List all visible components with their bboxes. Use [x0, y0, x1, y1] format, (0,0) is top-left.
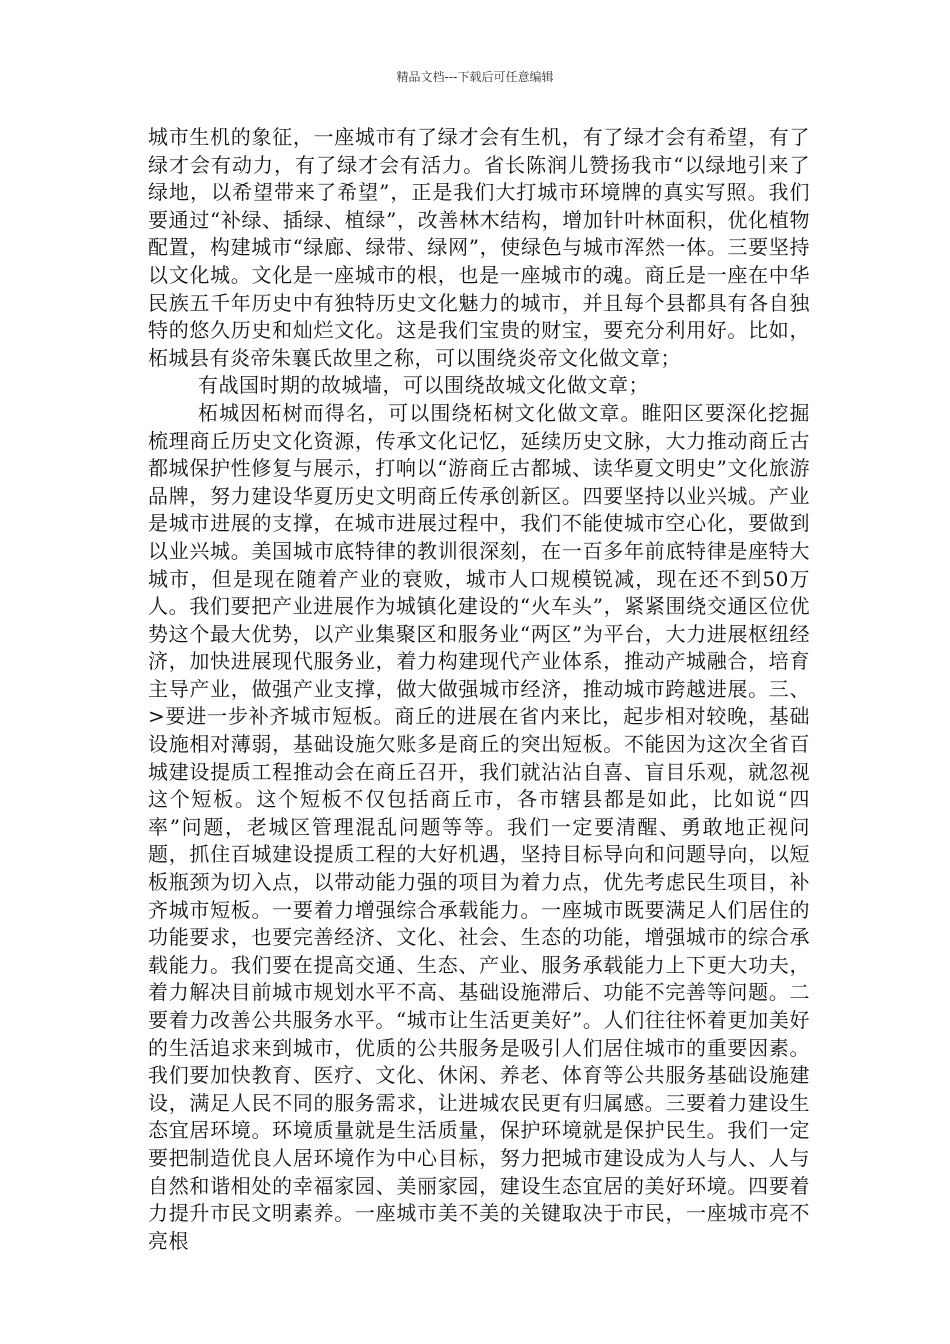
paragraph-industry-shortboard: 柘城因柘树而得名，可以围绕柘树文化做文章。睢阳区要深化挖掘梳理商丘历史文化资源，传承文化记忆，延续历史文脉，大力推动商丘古都城保护性修复与展示，打响以“游商丘古都城、读华夏文明史”文化旅游品牌，努力建设华夏历史文明商丘传承创新区。四要坚持以业兴城。产业是城市进展的支撑，在城市进展过程中，我们不能使城市空心化，要做到以业兴城。美国城市底特律的教训很深刻，在一百多年前底特律是座特大城市，但是现在随着产业的衰败，城市人口规模锐减，现在还不到50万人。我们要把产业进展作为城镇化建设的“火车头”，紧紧围绕交通区位优势这个最大优势，以产业集聚区和服务业“两区”为平台，大力进展枢纽经济，加快进展现代服务业，着力构建现代产业体系，推动产城融合，培育主导产业，做强产业支撑，做大做强城市经济，推动城市跨越进展。三、>要进一步补齐城市短板。商丘的进展在省内来比，起步相对较晚，基础设施相对薄弱，基础设施欠账多是商丘的突出短板。不能因为这次全省百城建设提质工程推动会在商丘召开，我们就沾沾自喜、盲目乐观，就忽视这个短板。这个短板不仅包括商丘市，各市辖县都是如此，比如说“四率”问题，老城区管理混乱问题等等。我们一定要清醒、勇敢地正视问题，抓住百城建设提质工程的大好机遇，坚持目标导向和问题导向，以短板瓶颈为切入点，以带动能力强的项目为着力点，优先考虑民生项目，补齐城市短板。一要着力增强综合承载能力。一座城市既要满足人们居住的功能要求，也要完善经济、文化、社会、生态的功能，增强城市的综合承载能力。我们要在提高交通、生态、产业、服务承载能力上下更大功夫，着力解决目前城市规划水平不高、基础设施滞后、功能不完善等问题。二要着力改善公共服务水平。“城市让生活更美好”。人们往往怀着更加美好的生活追求来到城市，优质的公共服务是吸引人们居住城市的重要因素。我们要加快教育、医疗、文化、休闲、养老、体育等公共服务基础设施建设，满足人民不同的服务需求，让进城农民更有归属感。三要着力建设生态宜居环境。环境质量就是生活质量，保护环境就是保护民生。我们一定要把制造优良人居环境作为中心目标，努力把城市建设成为人与人、人与自然和谐相处的幸福家园、美丽家园，建设生态宜居的美好环境。四要着力提升市民文明素养。一座城市美不美的关键取决于市民，一座城市亮不亮根 [148, 400, 810, 1253]
paragraph-culture: 城市生机的象征，一座城市有了绿才会有生机，有了绿才会有希望，有了绿才会有动力，有了绿才会有活力。省长陈润儿赞扬我市“以绿地引来了绿地，以希望带来了希望”，正是我们大打城市环境牌的真实写照。我们要通过“补绿、插绿、植绿”，改善林木结构，增加针叶林面积，优化植物配置，构建城市“绿廊、绿带、绿网”，使绿色与城市浑然一体。三要坚持以文化城。文化是一座城市的根，也是一座城市的魂。商丘是一座在中华民族五千年历史中有独特历史文化魅力的城市，并且每个县都具有各自独特的悠久历史和灿烂文化。这是我们宝贵的财宝，要充分利用好。比如，柘城县有炎帝朱襄氏故里之称，可以围绕炎帝文化做文章； [148, 125, 810, 370]
document-body [148, 124, 810, 1255]
page-header: 精品文档---下载后可任意编辑 [396, 70, 554, 84]
paragraph-city-wall: 有战国时期的故城墙，可以围绕故城文化做文章； [198, 373, 649, 398]
